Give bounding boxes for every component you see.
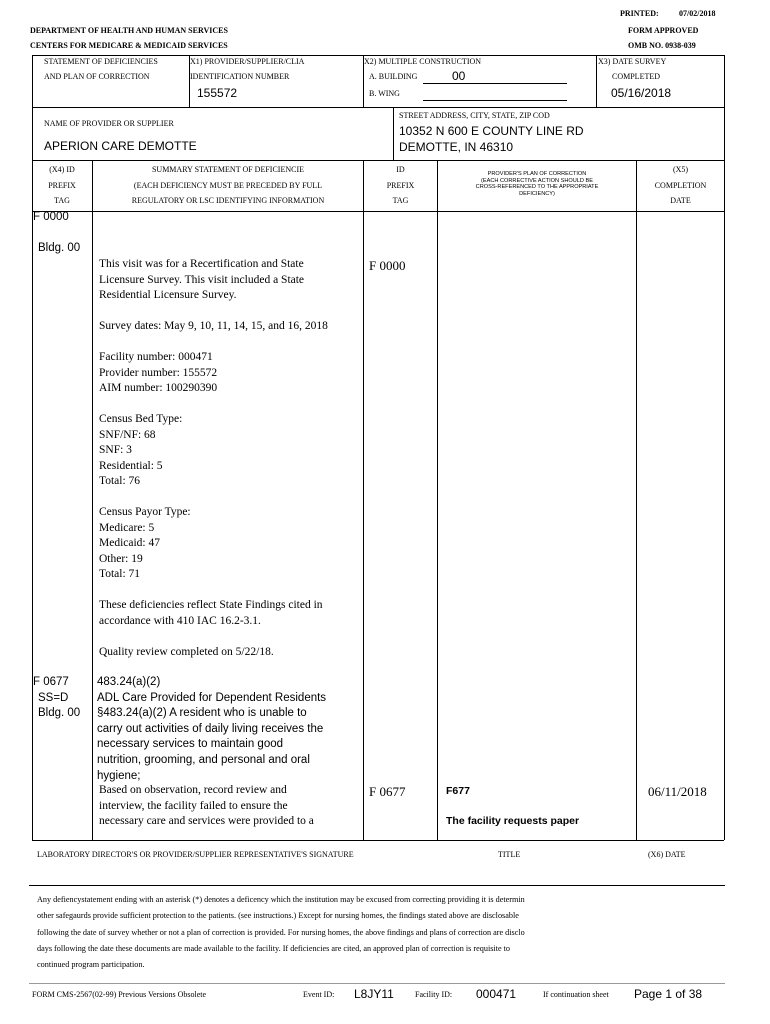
text-line: Provider number: 155572 [99,366,218,379]
text-line: Total: 71 [99,568,141,581]
x2-label: X2) MULTIPLE CONSTRUCTION [364,57,482,66]
rule [363,160,364,840]
tag-f0000: F 0000 [33,211,69,223]
plan-text: The facility requests paper [446,815,580,827]
printed-date: 07/02/2018 [679,9,716,18]
address-line-2: DEMOTTE, IN 46310 [399,140,514,154]
x3-label-2: COMPLETED [612,72,660,81]
building-value: 00 [452,69,466,83]
text-line: These deficiencies reflect State Findings cited in [99,599,323,611]
text-line: nutrition, grooming, and personal and oral [97,753,310,766]
text-line: Based on observation, record review and [99,784,287,796]
rule [29,885,725,886]
printed-label: PRINTED: [620,9,659,18]
text-line: accordance with 410 IAC 16.2-3.1. [99,614,261,627]
text-line: Residential: 5 [99,459,163,472]
text-line: necessary care and services were provided to a [99,815,314,828]
rule [32,160,724,161]
x1-label: X1) PROVIDER/SUPPLIER/CLIA [190,57,305,66]
plan-header-line: PROVIDER'S PLAN OF CORRECTION [487,171,587,177]
x4-header-3: TAG [54,196,70,205]
text-line: SNF/NF: 68 [99,428,156,441]
provider-id-value: 155572 [197,86,238,100]
x5-header-2: COMPLETION [654,181,707,190]
rule [29,983,725,984]
id-header-3: TAG [392,196,409,205]
text-line: Medicare: 5 [99,521,155,534]
address-label: STREET ADDRESS, CITY, STATE, ZIP COD [399,111,550,120]
x5-header-3: DATE [670,196,691,205]
wing-label: B. WING [369,89,400,98]
tag-f0677: F 0677 [33,676,69,688]
text-line: Facility number: 000471 [99,351,213,363]
id-header: ID [396,165,405,174]
intro-paragraph [99,257,304,304]
rule [596,55,597,107]
rule [636,160,637,840]
summary-header-2: (EACH DEFICIENCY MUST BE PRECEDED BY FULL [133,181,323,190]
rule [32,211,724,212]
findings-text [99,783,314,830]
bldg-label: Bldg. 00 [38,707,81,720]
text-line: This visit was for a Recertification and State [99,258,304,270]
facility-info [99,350,217,397]
rule [724,55,725,840]
scope-severity: SS=D [38,691,69,704]
disclaimer-line: other safegaurds provide sufficient protection to the patients. (see instructions.) Except for nursing homes, the findings stated above are disclosable [37,911,519,921]
continuation-label: If continuation sheet [543,990,609,999]
survey-date-value: 05/16/2018 [611,86,672,100]
provider-name-label: NAME OF PROVIDER OR SUPPLIER [44,119,174,128]
department-title: DEPARTMENT OF HEALTH AND HUMAN SERVICES [30,26,228,35]
wing-underline [423,100,567,101]
facility-id-label: Facility ID: [415,990,453,999]
summary-header-3: REGULATORY OR LSC IDENTIFYING INFORMATION [131,196,325,205]
building-label: A. BUILDING [369,72,418,81]
regulation-text [97,675,326,784]
plan-header-line: (EACH CORRECTIVE ACTION SHOULD BE [481,177,593,184]
form-approved: FORM APPROVED [628,26,699,35]
text-line: interview, the facility failed to ensure the [99,799,288,812]
census-bed-type [99,412,182,490]
plan-header [438,171,636,197]
rule [32,107,724,108]
text-line: necessary services to maintain good [97,738,284,751]
summary-header: SUMMARY STATEMENT OF DEFICIENCIE [151,165,305,174]
disclaimer-line: Any defiencystatement ending with an asterisk (*) denotes a deficency which the institution may be excused from correcting providing it is determin [37,895,525,904]
address-line-1: 10352 N 600 E COUNTY LINE RD [399,124,584,138]
disclaimer-line: continued program participation. [37,960,145,970]
tag-f0000-right: F 0000 [369,258,406,273]
date-label: (X6) DATE [648,850,686,859]
quality-review: Quality review completed on 5/22/18. [99,646,274,658]
bldg-label: Bldg. 00 [38,242,81,254]
text-line: Residential Licensure Survey. [99,289,237,302]
text-line: 483.24(a)(2) [97,676,161,688]
completion-date: 06/11/2018 [648,784,707,799]
tag-f0677-block [33,675,80,722]
survey-dates: Survey dates: May 9, 10, 11, 14, 15, and 16, 2018 [99,320,328,332]
plan-header-line: DEFICIENCY) [519,190,555,197]
state-findings [99,598,323,629]
x4-header: (X4) ID [49,165,75,174]
disclaimer-line: following the date of survey whether or not a plan of correction is provided. For nursing homes, the above findings and plans of correction are disclo [37,927,525,937]
page-number: Page 1 of 38 [634,987,703,1001]
omb-number: OMB NO. 0938-039 [628,41,696,50]
text-line: carry out activities of daily living receives the [97,722,324,735]
director-signature-label: LABORATORY DIRECTOR'S OR PROVIDER/SUPPLIER REPRESENTATIVE'S SIGNATURE [37,850,354,859]
event-id-label: Event ID: [303,990,335,999]
text-line: Medicaid: 47 [99,537,160,550]
text-line: Licensure Survey. This visit included a State [99,273,305,286]
x5-header: (X5) [672,165,689,174]
plan-tag: F677 [446,785,470,797]
id-header-2: PREFIX [386,181,415,190]
text-line: §483.24(a)(2) A resident who is unable to [97,707,307,720]
x4-header-2: PREFIX [48,181,76,190]
text-line: Census Bed Type: [99,413,183,425]
rule [393,107,394,160]
centers-title: CENTERS FOR MEDICARE & MEDICAID SERVICES [30,41,228,50]
rule [32,55,724,56]
rule [32,840,724,841]
form-number: FORM CMS-2567(02-99) Previous Versions Obsolete [32,990,207,999]
rule [92,160,93,840]
statement-label-2: AND PLAN OF CORRECTION [44,72,150,81]
x1-label-2: IDENTIFICATION NUMBER [190,72,290,81]
event-id-value: L8JY11 [354,987,394,1001]
text-line: Total: 76 [99,475,141,488]
text-line: ADL Care Provided for Dependent Residents [97,691,327,704]
text-line: SNF: 3 [99,444,132,457]
text-line: Census Payor Type: [99,506,191,518]
rule [437,160,438,840]
title-label: TITLE [498,850,521,859]
text-line: hygiene; [97,769,141,782]
statement-label: STATEMENT OF DEFICIENCIES [44,57,158,66]
plan-header-line: CROSS-REFERENCED TO THE APPROPRIATE [475,184,599,190]
disclaimer-line: days following the date these documents are made available to the facility. If deficiencies are cited, an approved plan of correction is requisite to [37,943,511,953]
provider-name-value: APERION CARE DEMOTTE [44,139,197,153]
text-line: AIM number: 100290390 [99,382,218,395]
text-line: Other: 19 [99,552,143,565]
x3-label: X3) DATE SURVEY [598,57,667,66]
tag-f0677-right: F 0677 [369,784,406,799]
facility-id-value: 000471 [476,987,517,1001]
census-payor-type [99,505,191,583]
disclaimer [37,892,525,973]
building-underline [423,83,567,84]
